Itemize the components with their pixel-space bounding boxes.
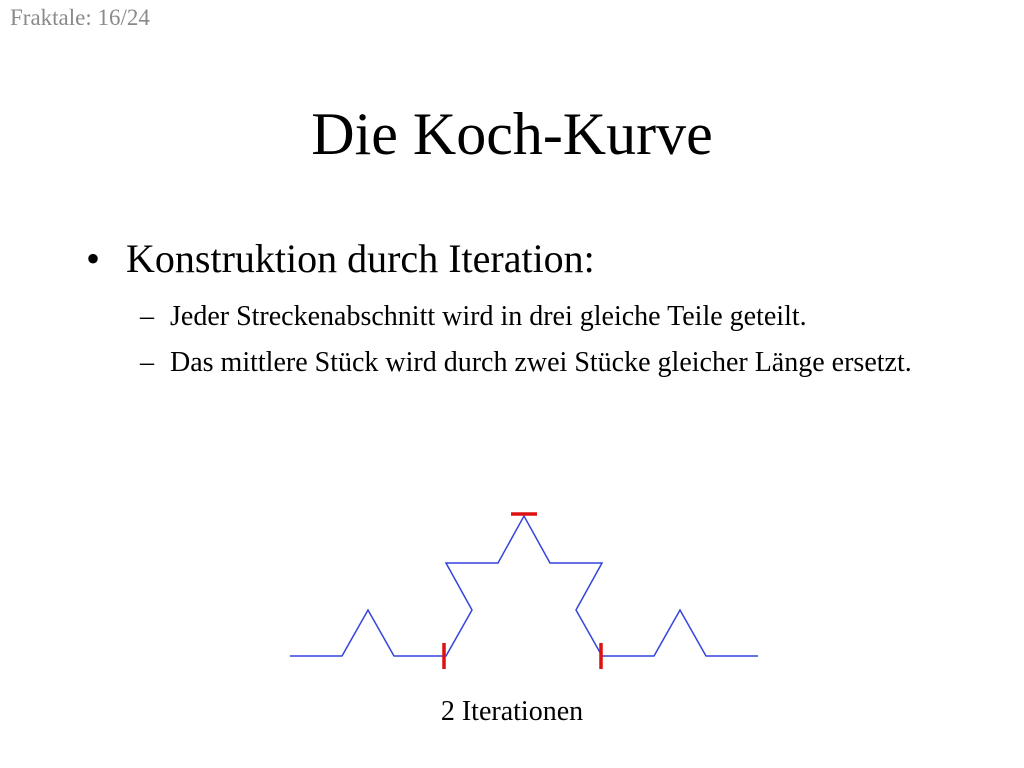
sub-bullet-dash: –: [140, 347, 154, 378]
bullet-dot: •: [86, 236, 101, 281]
slide-title: Die Koch-Kurve: [311, 101, 713, 167]
sub-bullet-item: [140, 342, 1000, 384]
sub-bullet-list: [140, 296, 1000, 388]
sub-bullet-item: [140, 296, 1000, 338]
slide-counter: Fraktale: 16/24: [10, 5, 150, 30]
bullet-text: Konstruktion durch Iteration:: [126, 236, 595, 281]
figure-caption: 2 Iterationen: [440, 696, 584, 727]
koch-curve: [290, 516, 758, 656]
bullet-item: [86, 237, 595, 281]
sub-bullet-text: Das mittlere Stück wird durch zwei Stücke gleicher Länge ersetzt.: [170, 347, 912, 378]
sub-bullet-dash: –: [140, 301, 154, 332]
sub-bullet-text: Jeder Streckenabschnitt wird in drei gleiche Teile geteilt.: [170, 301, 807, 332]
